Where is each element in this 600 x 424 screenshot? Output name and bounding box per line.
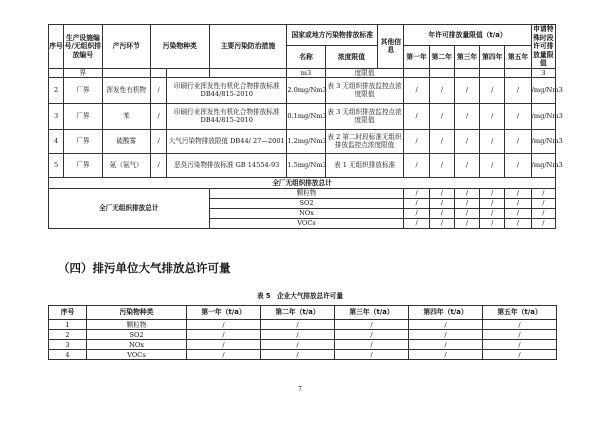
- cell-year-2: /: [261, 330, 335, 340]
- cell-concentration: 0.1mg/Nm3: [287, 103, 325, 129]
- cell-year-1: /: [404, 129, 429, 153]
- cell-special: 3: [531, 68, 555, 77]
- total-special: /: [531, 218, 555, 228]
- total-year-5: /: [505, 198, 531, 208]
- cell-pollutant: [150, 68, 166, 77]
- header-year-4: 第四年: [480, 46, 505, 68]
- cell-other-info: 表 3 无组织排放监控点浓度限值: [325, 103, 404, 129]
- cell-year-3: /: [335, 340, 409, 350]
- header-year-4: 第四年（t/a）: [409, 306, 483, 320]
- cell-year-1: /: [404, 153, 429, 177]
- cell-year-1: /: [187, 320, 261, 330]
- cell-pollutant: 颗粒物: [87, 320, 187, 330]
- cell-facility: 厂界: [64, 77, 102, 103]
- header-other-info: 其他信息: [378, 25, 404, 69]
- table-row: [49, 350, 557, 360]
- total-year-5: /: [505, 208, 531, 218]
- cell-year-4: /: [409, 330, 483, 340]
- cell-seq: 2: [49, 330, 87, 340]
- cell-year-5: /: [483, 320, 557, 330]
- header-year-3: 第三年（t/a）: [335, 306, 409, 320]
- cell-year-1: [404, 68, 429, 77]
- total-permit-table: [48, 305, 557, 360]
- cell-special: /mg/Nm3: [531, 103, 555, 129]
- header-pollutant: 污染物种类: [150, 25, 209, 69]
- cell-seq: 4: [49, 350, 87, 360]
- cell-pollutant: /: [150, 77, 166, 103]
- total-title-row: [49, 177, 556, 188]
- table-row: [49, 68, 556, 77]
- cell-year-5: /: [505, 153, 531, 177]
- cell-year-1: /: [187, 350, 261, 360]
- total-year-5: /: [505, 188, 531, 198]
- total-year-1: /: [404, 188, 429, 198]
- cell-year-1: /: [404, 77, 429, 103]
- table-row: [49, 320, 557, 330]
- table-row: [49, 77, 556, 103]
- cell-pollutant: /: [150, 129, 166, 153]
- cell-facility: 厂界: [64, 153, 102, 177]
- total-label: 全厂无组织排放总计: [49, 188, 210, 228]
- cell-year-2: /: [429, 103, 454, 129]
- cell-year-4: /: [480, 129, 505, 153]
- unorganized-emission-table: [48, 24, 563, 229]
- cell-year-1: /: [187, 330, 261, 340]
- cell-seq: 1: [49, 320, 87, 330]
- total-year-2: /: [429, 188, 454, 198]
- cell-year-2: /: [429, 153, 454, 177]
- header-special-period: 申请特殊时段许可排放量限值: [533, 25, 554, 67]
- cell-year-5: /: [505, 77, 531, 103]
- cell-year-2: /: [261, 350, 335, 360]
- cell-special: /mg/Nm3: [531, 77, 555, 103]
- cell-special: /mg/Nm3: [531, 153, 555, 177]
- total-year-3: /: [454, 188, 479, 198]
- cell-seq: [49, 68, 64, 77]
- header-annual-limit: 年许可排放量限值（t/a）: [404, 25, 531, 46]
- cell-other-info: 表 3 无组织排放监控点浓度限值: [325, 77, 404, 103]
- total-special: /: [531, 208, 555, 218]
- header-year-1: 第一年: [404, 46, 429, 68]
- table-row: [49, 153, 556, 177]
- cell-standard-name: 恶臭污染物排放标准 GB 14554-93: [167, 153, 287, 177]
- total-year-2: /: [429, 218, 454, 228]
- total-year-3: /: [454, 218, 479, 228]
- total-year-3: /: [454, 208, 479, 218]
- cell-year-3: /: [335, 330, 409, 340]
- page-number: 7: [297, 385, 303, 393]
- table-row: [49, 330, 557, 340]
- cell-special: /mg/Nm3: [531, 129, 555, 153]
- table-caption: 表 5 企业大气排放总许可量: [256, 292, 343, 300]
- cell-facility: 界: [64, 68, 102, 77]
- cell-year-3: /: [335, 350, 409, 360]
- header-year-1: 第一年（t/a）: [187, 306, 261, 320]
- cell-facility: 厂界: [64, 129, 102, 153]
- cell-standard-name: 印刷行业挥发性有机化合物排放标准 DB44/815-2010: [167, 103, 287, 129]
- cell-year-4: /: [409, 320, 483, 330]
- header-year-3: 第三年: [454, 46, 479, 68]
- header-facility: 生产设施编号/无组织排放编号: [64, 25, 102, 69]
- total-special: /: [531, 198, 555, 208]
- cell-year-1: /: [404, 103, 429, 129]
- cell-facility: 厂界: [64, 103, 102, 129]
- header-seq: 序号: [49, 25, 64, 69]
- cell-standard-name: [209, 68, 287, 77]
- total-special: /: [531, 188, 555, 198]
- cell-seq: 4: [49, 129, 64, 153]
- total-year-1: /: [404, 198, 429, 208]
- cell-other-info: 度限值: [325, 68, 404, 77]
- header-measures: 主要污染防治措施: [209, 25, 287, 69]
- total-year-1: /: [404, 208, 429, 218]
- cell-year-5: /: [483, 340, 557, 350]
- header-year-2: 第二年（t/a）: [261, 306, 335, 320]
- cell-process: 氨（氨气）: [102, 153, 150, 177]
- cell-process: 苯: [102, 103, 150, 129]
- total-row: [49, 188, 556, 198]
- cell-other-info: 表 2 第二时段标准无组织排放监控点浓度限值: [325, 129, 404, 153]
- cell-seq: 3: [49, 103, 64, 129]
- cell-concentration: 1.5mg/Nm3: [287, 153, 325, 177]
- header-standard-concentration: 浓度限值: [325, 46, 378, 68]
- table-row: [49, 129, 556, 153]
- cell-year-3: /: [454, 77, 479, 103]
- total-year-4: /: [480, 218, 505, 228]
- cell-seq: 5: [49, 153, 64, 177]
- header-year-5: 第五年: [505, 46, 531, 68]
- cell-year-2: [429, 68, 454, 77]
- cell-pollutant: NOx: [87, 340, 187, 350]
- table-row: [49, 103, 556, 129]
- cell-year-3: /: [335, 320, 409, 330]
- cell-year-2: /: [429, 129, 454, 153]
- header-process: 产污环节: [102, 25, 150, 69]
- cell-pollutant: SO2: [87, 330, 187, 340]
- header-pollutant: 污染物种类: [87, 306, 187, 320]
- header-seq: 序号: [49, 306, 87, 320]
- cell-year-5: /: [483, 350, 557, 360]
- cell-process: [102, 68, 150, 77]
- total-year-4: /: [480, 208, 505, 218]
- header-standard-group: 国家或地方污染物排放标准: [287, 25, 378, 46]
- cell-concentration: m3: [287, 68, 325, 77]
- cell-year-5: /: [505, 129, 531, 153]
- cell-year-3: [454, 68, 479, 77]
- cell-year-4: /: [480, 77, 505, 103]
- total-year-4: /: [480, 198, 505, 208]
- header-year-5: 第五年（t/a）: [483, 306, 557, 320]
- cell-year-2: /: [429, 77, 454, 103]
- cell-pollutant: /: [150, 153, 166, 177]
- section-heading: （四）排污单位大气排放总许可量: [58, 261, 231, 275]
- cell-year-3: /: [454, 129, 479, 153]
- cell-year-4: /: [480, 103, 505, 129]
- cell-standard-name: 大气污染物排放限值 DB44/ 27—2001: [167, 129, 287, 153]
- total-year-2: /: [429, 198, 454, 208]
- cell-seq: 2: [49, 77, 64, 103]
- cell-other-info: 表 1 无组织排放标准: [325, 153, 404, 177]
- total-item: VOCs: [209, 218, 404, 228]
- total-item: SO2: [209, 198, 404, 208]
- cell-measures: [167, 68, 209, 77]
- cell-concentration: 1.2mg/Nm3: [287, 129, 325, 153]
- total-year-3: /: [454, 198, 479, 208]
- cell-seq: 3: [49, 340, 87, 350]
- cell-year-4: /: [409, 340, 483, 350]
- cell-year-5: [505, 68, 531, 77]
- total-year-2: /: [429, 208, 454, 218]
- cell-process: 挥发性有机物: [102, 77, 150, 103]
- cell-concentration: 2.0mg/Nm3: [287, 77, 325, 103]
- cell-year-5: /: [483, 330, 557, 340]
- cell-year-4: /: [480, 153, 505, 177]
- cell-process: 硫酸雾: [102, 129, 150, 153]
- header-year-2: 第二年: [429, 46, 454, 68]
- cell-year-3: /: [454, 153, 479, 177]
- total-title: 全厂无组织排放总计: [49, 177, 556, 188]
- cell-year-5: /: [505, 103, 531, 129]
- cell-year-2: /: [261, 340, 335, 350]
- cell-pollutant: /: [150, 103, 166, 129]
- cell-year-4: /: [409, 350, 483, 360]
- header-standard-name: 名称: [287, 46, 325, 68]
- total-item: 颗粒物: [209, 188, 404, 198]
- cell-year-4: [480, 68, 505, 77]
- cell-year-2: /: [261, 320, 335, 330]
- cell-year-1: /: [187, 340, 261, 350]
- cell-year-3: /: [454, 103, 479, 129]
- table-row: [49, 340, 557, 350]
- total-item: NOx: [209, 208, 404, 218]
- total-year-4: /: [480, 188, 505, 198]
- total-year-1: /: [404, 218, 429, 228]
- total-year-5: /: [505, 218, 531, 228]
- cell-pollutant: VOCs: [87, 350, 187, 360]
- cell-standard-name: 印刷行业挥发性有机化合物排放标准 DB44/815-2010: [167, 77, 287, 103]
